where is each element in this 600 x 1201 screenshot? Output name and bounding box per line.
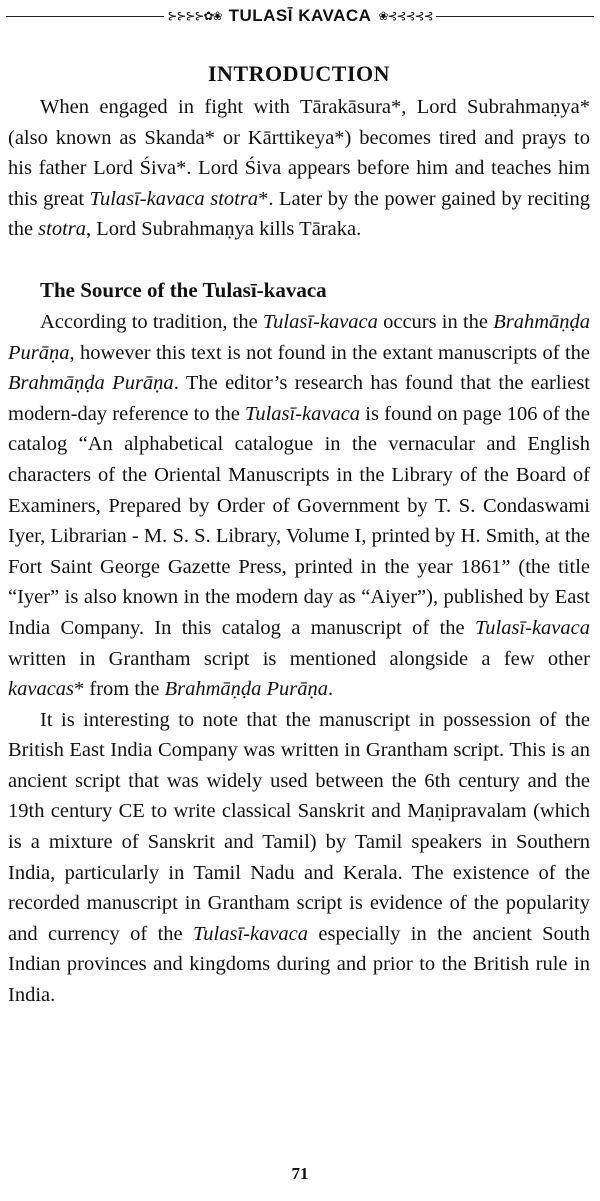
- page-number: 71: [291, 1164, 309, 1183]
- header-rule-right: [436, 16, 594, 17]
- source-paragraph: According to tradition, the Tulasī-kavaca occurs in the Brahmāṇḍa Purāṇa, however this text is not found in the extant manuscripts of the Brahmāṇḍa Purāṇa. The editor’s research has found that the earliest modern-day reference to the Tulasī-kavaca is found on page 106 of the catalog “An alphabetical catalogue in the vernacular and English characters of the Oriental Manuscripts in the Library of the Board of Examiners, Prepared by Order of Government by T. S. Condaswami Iyer, Librarian - M. S. S. Library, Volume I, printed by H. Smith, at the Fort Saint George Gazette Press, printed in the year 1861” (the title “Iyer” is also known in the modern day as “Aiyer”), published by East India Company. In this catalog a manuscript of the Tulasī-kavaca written in Grantham script is mentioned alongside a few other kavacas* from the Brahmāṇḍa Purāṇa.: [8, 310, 590, 701]
- page-title: INTRODUCTION: [207, 61, 391, 86]
- header-ornament-left: ⊱⊱⊱⊱✿❀: [167, 9, 222, 23]
- intro-paragraph: When engaged in fight with Tārakāsura*, Lord Subrahmaṇya* (also known as Skanda* or Kārttikeya*) becomes tired and prays to his father Lord Śiva*. Lord Śiva appears before him and teaches him this great Tulasī-kavaca stotra*. Later by the power gained by reciting the stotra, Lord Subrahmaṇya kills Tāraka.: [8, 96, 590, 241]
- section-title: The Source of the Tulasī-kavaca: [40, 277, 327, 302]
- header-rule-left: [6, 16, 164, 17]
- grantham-paragraph: It is interesting to note that the manuscript in possession of the British East India Company was written in Grantham script. This is an ancient script that was widely used between the 6th century and the 19th century CE to write classical Sanskrit and Maṇipravalam (which is a mixture of Sanskrit and Tamil) by Tamil speakers in Southern India, particularly in Tamil Nadu and Kerala. The existence of the recorded manuscript in Grantham script is evidence of the popularity and currency of the Tulasī-kavaca especially in the ancient South Indian provinces and kingdoms during and prior to the British rule in India.: [8, 708, 591, 1007]
- page-body: [8, 56, 590, 1011]
- running-header: [6, 4, 594, 28]
- header-ornament-right: ❀⊰⊰⊰⊰⊰: [378, 9, 433, 23]
- running-title: TULASĪ KAVACA: [228, 6, 372, 25]
